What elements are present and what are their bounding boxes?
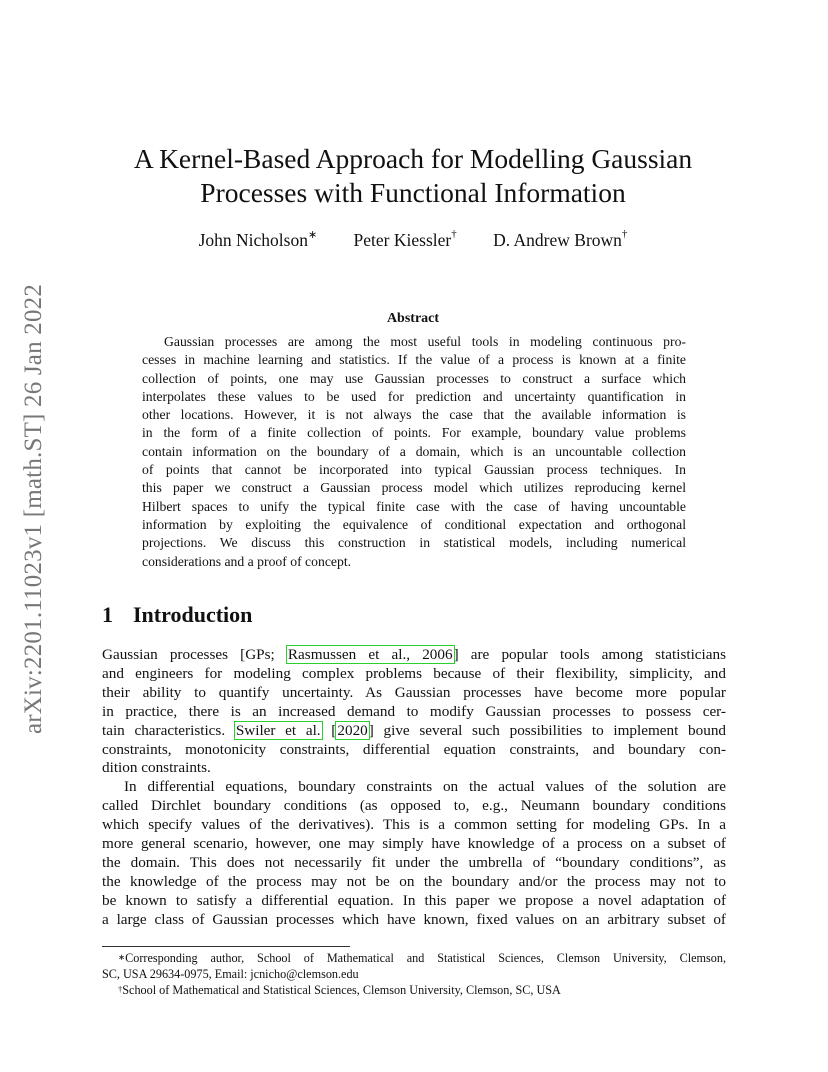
- body-line: in practice, there is an increased demand to modify Gaussian processes to possess cer-: [102, 702, 726, 720]
- citation-year: 2006: [422, 646, 453, 663]
- section-title: Introduction: [133, 602, 253, 627]
- author-list: [100, 230, 726, 251]
- footnote-mark: ∗: [118, 952, 126, 962]
- abstract-heading: Abstract: [386, 311, 440, 326]
- text-run: Gaussian processes [GPs;: [102, 646, 287, 663]
- abstract-line: collection of points, one may use Gaussian processes to construct a surface which: [142, 370, 686, 386]
- abstract-line: cesses in machine learning and statistics. If the value of a process is known at a finite: [142, 352, 686, 368]
- abstract-line: projections. We discuss this construction in statistical models, including numerical: [142, 535, 686, 551]
- title-line-1: A Kernel-Based Approach for Modelling Gaussian: [133, 143, 693, 174]
- text-run: ] are popular tools among statisticians: [453, 646, 726, 663]
- arxiv-identifier: arXiv:2201.11023v1 [math.ST] 26 Jan 2022: [20, 283, 47, 735]
- abstract-line: other locations. However, it is not always the case that the available information is: [142, 407, 686, 423]
- body-line: which specify values of the derivatives). This is a common setting for modeling GPs. In a: [102, 816, 726, 834]
- footnote-text: School of Mathematical and Statistical Sciences, Clemson University, Clemson, SC, USA: [122, 983, 561, 997]
- abstract-line: interpolates these values to be used for prediction and uncertainty quantification in: [142, 388, 686, 404]
- author-1: [199, 230, 318, 251]
- author-mark: †: [451, 228, 457, 240]
- footnote-2-line: [102, 982, 726, 998]
- body-line: the knowledge of the process may not be on the boundary and/or the process may not to: [102, 872, 726, 890]
- body-line: be known to satisfy a differential equation. In this paper we propose a novel adaptation of: [102, 891, 726, 909]
- footnote-text: Corresponding author, School of Mathematical and Statistical Sciences, Clemson University, Clemson,: [125, 951, 726, 965]
- citation-text: Rasmussen et al.: [287, 646, 407, 663]
- body-line: more general scenario, however, one may simply have knowledge of a process on a subset of: [102, 835, 726, 853]
- text-run: ,: [406, 646, 423, 663]
- body-line: their ability to quantify uncertainty. As Gaussian processes have become more popular: [102, 683, 726, 701]
- author-3: [493, 230, 627, 251]
- abstract-line: considerations and a proof of concept.: [142, 553, 352, 569]
- abstract-line: Gaussian processes are among the most useful tools in modeling continuous pro-: [164, 334, 686, 349]
- section-heading: [102, 602, 252, 628]
- text-run: [: [321, 721, 337, 739]
- footnotes: [102, 950, 726, 998]
- section-number: 1: [102, 602, 113, 627]
- abstract-line: Hilbert spaces to unify the typical finite case with the case of having uncountable: [142, 498, 686, 514]
- body-line: [102, 722, 726, 741]
- author-name: John Nicholson: [198, 230, 308, 250]
- author-mark: ∗: [307, 229, 318, 241]
- body-line: [102, 646, 726, 665]
- abstract-text: [142, 333, 686, 571]
- author-mark: †: [621, 228, 628, 240]
- arxiv-sidebar-stamp: [22, 276, 46, 742]
- abstract-line: information by exploiting the equivalence of conditional expectation and orthogonal: [142, 516, 686, 532]
- body-text: [102, 646, 726, 930]
- author-name: D. Andrew Brown: [493, 230, 622, 250]
- footnote-divider: [102, 946, 350, 947]
- abstract-line: this paper we construct a Gaussian process model which utilizes reproducing kernel: [142, 480, 686, 496]
- author-name: Peter Kiessler: [353, 230, 452, 250]
- body-line: and engineers for modeling complex problems because of their flexibility, simplicity, and: [102, 664, 726, 682]
- footnote-mark: †: [118, 984, 123, 994]
- body-line: dition constraints.: [102, 759, 211, 777]
- body-line: constraints, monotonicity constraints, differential equation constraints, and boundary con-: [102, 740, 726, 758]
- paper-title: [100, 142, 726, 210]
- body-line: the domain. This does not necessarily fit under the umbrella of “boundary conditions”, as: [102, 853, 726, 871]
- citation-link-swiler-year[interactable]: 2020: [337, 721, 368, 739]
- body-line: In differential equations, boundary constraints on the actual values of the solution are: [124, 778, 726, 796]
- text-run: ] give several such possibilities to implement bound: [368, 721, 727, 739]
- author-2: [354, 230, 457, 251]
- abstract-line: of points that cannot be incorporated into typical Gaussian process techniques. In: [142, 462, 686, 478]
- body-line: called Dirchlet boundary conditions (as opposed to, e.g., Neumann boundary conditions: [102, 797, 726, 815]
- abstract-line: contain information on the boundary of a domain, which is an uncountable collection: [142, 443, 686, 459]
- body-line: a large class of Gaussian processes which have known, fixed values on an arbitrary subset of: [102, 910, 726, 928]
- text-run: tain characteristics.: [102, 721, 235, 739]
- citation-link-rasmussen[interactable]: [287, 646, 454, 663]
- abstract-line: in the form of a finite collection of points. For example, boundary value problems: [142, 425, 686, 441]
- citation-link-swiler[interactable]: Swiler et al.: [235, 721, 321, 739]
- footnote-1-line: SC, USA 29634-0975, Email: jcnicho@clemson.edu: [102, 967, 359, 981]
- title-line-2: Processes with Functional Information: [200, 177, 626, 208]
- footnote-1-line: [102, 950, 726, 966]
